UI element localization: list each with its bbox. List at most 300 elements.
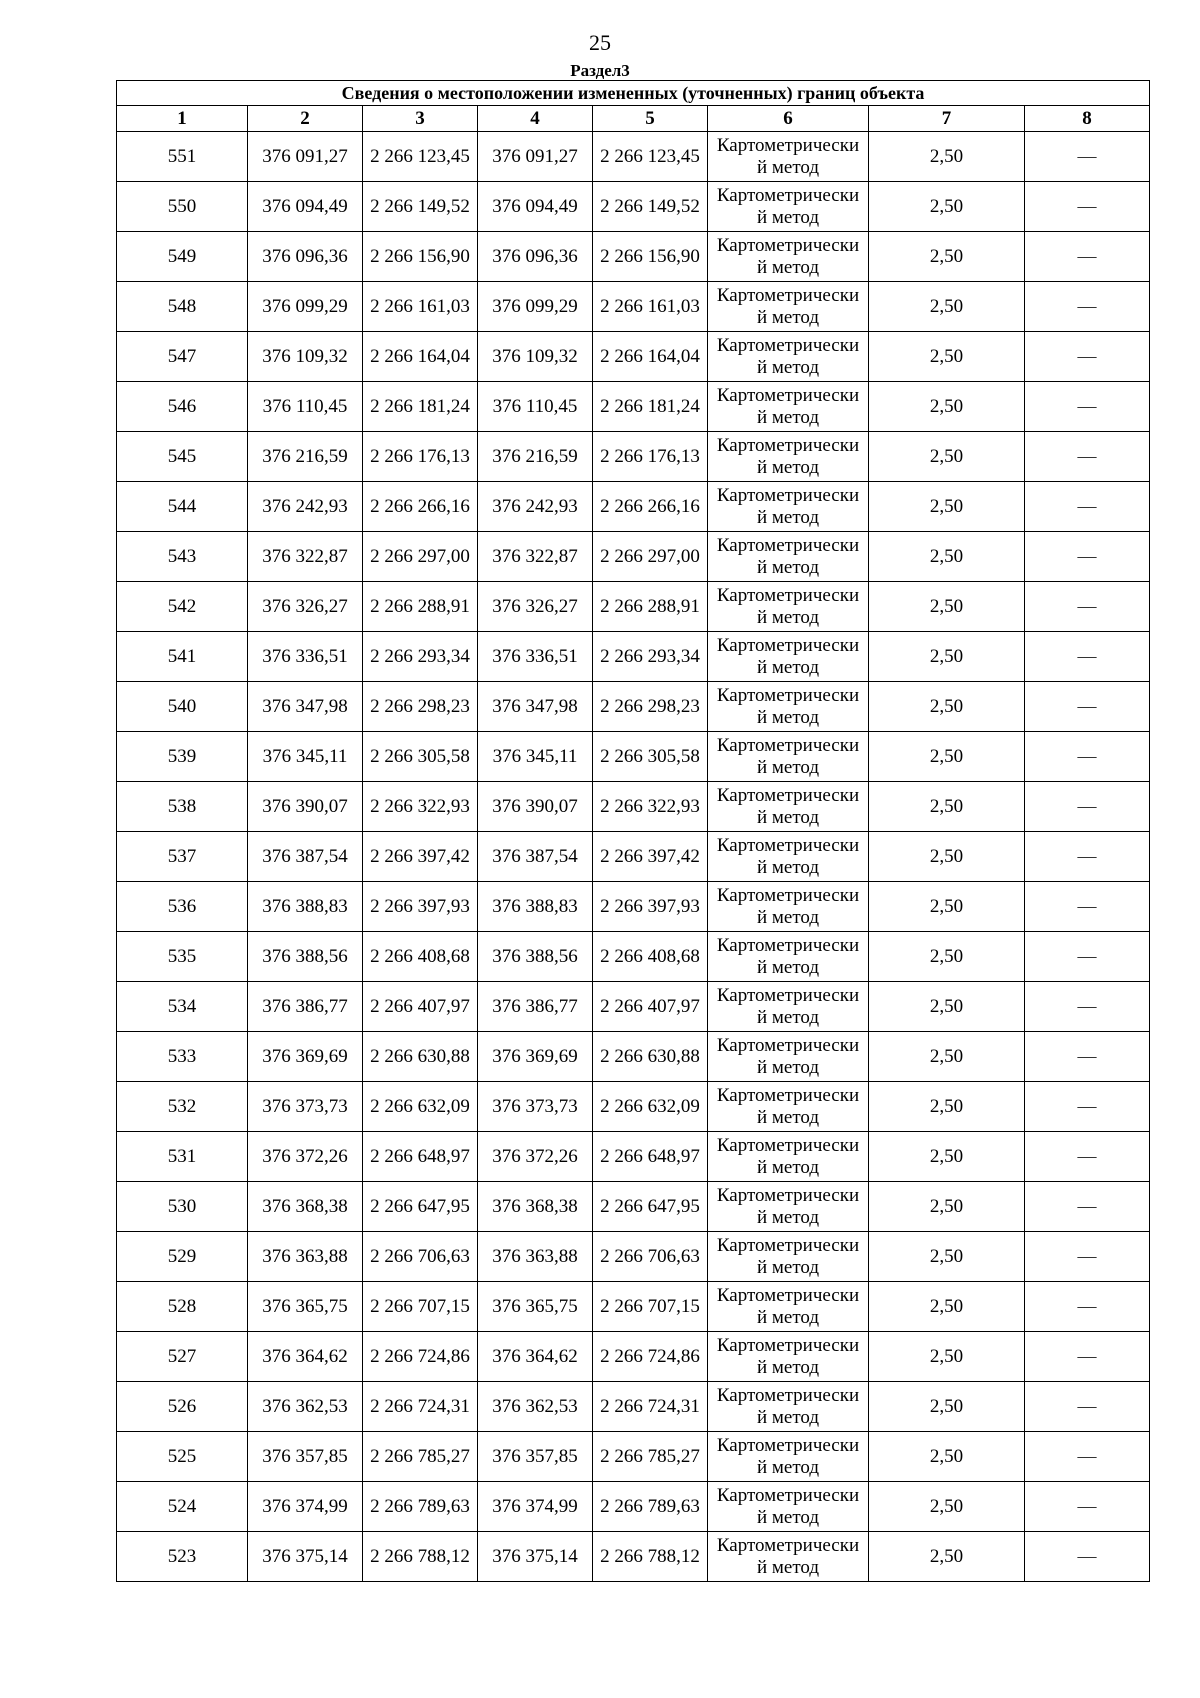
table-row (117, 332, 1150, 382)
method-text-line: й метод (756, 206, 820, 228)
y-coordinate-new-cell: 2 266 724,86 (593, 1332, 708, 1382)
method-text-line: Картометрически (716, 1184, 860, 1206)
point-number-cell: 531 (117, 1132, 248, 1182)
y-coordinate-new-cell: 2 266 149,52 (593, 182, 708, 232)
method-cell (708, 732, 869, 782)
method-cell (708, 1432, 869, 1482)
point-number-cell: 539 (117, 732, 248, 782)
y-coordinate-new-cell: 2 266 322,93 (593, 782, 708, 832)
x-coordinate-cell: 376 109,32 (248, 332, 363, 382)
point-number-cell: 549 (117, 232, 248, 282)
column-header: 8 (1025, 106, 1150, 132)
method-text-line: й метод (756, 656, 820, 678)
method-text-line: й метод (756, 1406, 820, 1428)
x-coordinate-cell: 376 216,59 (248, 432, 363, 482)
y-coordinate-new-cell: 2 266 630,88 (593, 1032, 708, 1082)
column-header: 4 (478, 106, 593, 132)
x-coordinate-cell: 376 091,27 (248, 132, 363, 182)
x-coordinate-new-cell: 376 091,27 (478, 132, 593, 182)
method-cell (708, 832, 869, 882)
method-text-line: й метод (756, 1306, 820, 1328)
x-coordinate-cell: 376 096,36 (248, 232, 363, 282)
method-text-line: Картометрически (716, 134, 860, 156)
note-cell: — (1025, 1532, 1150, 1582)
table-row (117, 232, 1150, 282)
x-coordinate-cell: 376 363,88 (248, 1232, 363, 1282)
point-number-cell: 528 (117, 1282, 248, 1332)
x-coordinate-cell: 376 357,85 (248, 1432, 363, 1482)
y-coordinate-cell: 2 266 706,63 (363, 1232, 478, 1282)
accuracy-cell: 2,50 (869, 332, 1025, 382)
point-number-cell: 543 (117, 532, 248, 582)
y-coordinate-new-cell: 2 266 266,16 (593, 482, 708, 532)
method-text-line: Картометрически (716, 1534, 860, 1556)
accuracy-cell: 2,50 (869, 382, 1025, 432)
y-coordinate-cell: 2 266 123,45 (363, 132, 478, 182)
x-coordinate-new-cell: 376 345,11 (478, 732, 593, 782)
point-number-cell: 545 (117, 432, 248, 482)
method-cell (708, 632, 869, 682)
x-coordinate-new-cell: 376 363,88 (478, 1232, 593, 1282)
method-cell (708, 382, 869, 432)
method-text-line: Картометрически (716, 1234, 860, 1256)
y-coordinate-new-cell: 2 266 724,31 (593, 1382, 708, 1432)
page-number: 25 (589, 30, 611, 55)
note-cell: — (1025, 532, 1150, 582)
method-text-line: й метод (756, 1056, 820, 1078)
table-row (117, 1232, 1150, 1282)
table-row (117, 1332, 1150, 1382)
accuracy-cell: 2,50 (869, 682, 1025, 732)
method-text-line: Картометрически (716, 1384, 860, 1406)
table-row (117, 132, 1150, 182)
table-row (117, 1282, 1150, 1332)
table-row (117, 682, 1150, 732)
point-number-cell: 544 (117, 482, 248, 532)
method-cell (708, 182, 869, 232)
y-coordinate-new-cell: 2 266 293,34 (593, 632, 708, 682)
accuracy-cell: 2,50 (869, 832, 1025, 882)
note-cell: — (1025, 782, 1150, 832)
y-coordinate-cell: 2 266 266,16 (363, 482, 478, 532)
method-cell (708, 1182, 869, 1232)
note-cell: — (1025, 1082, 1150, 1132)
table-row (117, 732, 1150, 782)
y-coordinate-new-cell: 2 266 788,12 (593, 1532, 708, 1582)
method-text-line: Картометрически (716, 834, 860, 856)
y-coordinate-new-cell: 2 266 397,93 (593, 882, 708, 932)
method-text-line: Картометрически (716, 1484, 860, 1506)
accuracy-cell: 2,50 (869, 532, 1025, 582)
y-coordinate-new-cell: 2 266 176,13 (593, 432, 708, 482)
y-coordinate-cell: 2 266 293,34 (363, 632, 478, 682)
note-cell: — (1025, 482, 1150, 532)
method-cell (708, 1482, 869, 1532)
method-text-line: й метод (756, 406, 820, 428)
table-row (117, 882, 1150, 932)
table-row (117, 532, 1150, 582)
x-coordinate-cell: 376 386,77 (248, 982, 363, 1032)
method-text-line: Картометрически (716, 884, 860, 906)
x-coordinate-new-cell: 376 347,98 (478, 682, 593, 732)
y-coordinate-new-cell: 2 266 164,04 (593, 332, 708, 382)
x-coordinate-new-cell: 376 109,32 (478, 332, 593, 382)
accuracy-cell: 2,50 (869, 782, 1025, 832)
y-coordinate-cell: 2 266 707,15 (363, 1282, 478, 1332)
note-cell: — (1025, 1382, 1150, 1432)
method-text-line: й метод (756, 506, 820, 528)
method-text-line: й метод (756, 306, 820, 328)
table-row (117, 632, 1150, 682)
table-row (117, 782, 1150, 832)
note-cell: — (1025, 382, 1150, 432)
x-coordinate-new-cell: 376 388,83 (478, 882, 593, 932)
point-number-cell: 529 (117, 1232, 248, 1282)
x-coordinate-cell: 376 368,38 (248, 1182, 363, 1232)
x-coordinate-cell: 376 099,29 (248, 282, 363, 332)
y-coordinate-cell: 2 266 724,31 (363, 1382, 478, 1432)
note-cell: — (1025, 932, 1150, 982)
point-number-cell: 533 (117, 1032, 248, 1082)
method-cell (708, 782, 869, 832)
x-coordinate-cell: 376 242,93 (248, 482, 363, 532)
method-text-line: й метод (756, 706, 820, 728)
table-row (117, 932, 1150, 982)
method-text-line: Картометрически (716, 484, 860, 506)
x-coordinate-cell: 376 336,51 (248, 632, 363, 682)
method-text-line: Картометрически (716, 784, 860, 806)
y-coordinate-cell: 2 266 397,93 (363, 882, 478, 932)
method-cell (708, 482, 869, 532)
table-caption: Сведения о местоположении измененных (уточненных) границ объекта (117, 81, 1150, 106)
y-coordinate-new-cell: 2 266 397,42 (593, 832, 708, 882)
method-cell (708, 232, 869, 282)
note-cell: — (1025, 132, 1150, 182)
note-cell: — (1025, 682, 1150, 732)
method-cell (708, 1532, 869, 1582)
x-coordinate-new-cell: 376 322,87 (478, 532, 593, 582)
table-row (117, 1432, 1150, 1482)
table-row (117, 182, 1150, 232)
method-cell (708, 282, 869, 332)
y-coordinate-new-cell: 2 266 706,63 (593, 1232, 708, 1282)
point-number-cell: 526 (117, 1382, 248, 1432)
note-cell: — (1025, 1032, 1150, 1082)
y-coordinate-cell: 2 266 647,95 (363, 1182, 478, 1232)
note-cell: — (1025, 182, 1150, 232)
x-coordinate-new-cell: 376 096,36 (478, 232, 593, 282)
point-number-cell: 525 (117, 1432, 248, 1482)
accuracy-cell: 2,50 (869, 1132, 1025, 1182)
x-coordinate-cell: 376 110,45 (248, 382, 363, 432)
accuracy-cell: 2,50 (869, 1032, 1025, 1082)
method-text-line: Картометрически (716, 734, 860, 756)
section-title: Раздел3 (570, 61, 630, 80)
x-coordinate-new-cell: 376 372,26 (478, 1132, 593, 1182)
table-row (117, 482, 1150, 532)
accuracy-cell: 2,50 (869, 282, 1025, 332)
y-coordinate-cell: 2 266 724,86 (363, 1332, 478, 1382)
accuracy-cell: 2,50 (869, 982, 1025, 1032)
column-header: 6 (708, 106, 869, 132)
note-cell: — (1025, 1432, 1150, 1482)
x-coordinate-new-cell: 376 216,59 (478, 432, 593, 482)
method-text-line: й метод (756, 856, 820, 878)
point-number-cell: 530 (117, 1182, 248, 1232)
accuracy-cell: 2,50 (869, 132, 1025, 182)
table-row (117, 1382, 1150, 1432)
y-coordinate-cell: 2 266 288,91 (363, 582, 478, 632)
method-cell (708, 1282, 869, 1332)
point-number-cell: 532 (117, 1082, 248, 1132)
y-coordinate-cell: 2 266 648,97 (363, 1132, 478, 1182)
x-coordinate-new-cell: 376 094,49 (478, 182, 593, 232)
y-coordinate-cell: 2 266 397,42 (363, 832, 478, 882)
x-coordinate-cell: 376 388,83 (248, 882, 363, 932)
method-cell (708, 432, 869, 482)
method-cell (708, 532, 869, 582)
x-coordinate-cell: 376 365,75 (248, 1282, 363, 1332)
method-text-line: й метод (756, 1156, 820, 1178)
table-row (117, 1182, 1150, 1232)
point-number-cell: 541 (117, 632, 248, 682)
method-text-line: й метод (756, 1556, 820, 1578)
method-text-line: Картометрически (716, 1084, 860, 1106)
point-number-cell: 540 (117, 682, 248, 732)
accuracy-cell: 2,50 (869, 932, 1025, 982)
method-text-line: й метод (756, 156, 820, 178)
x-coordinate-new-cell: 376 375,14 (478, 1532, 593, 1582)
method-text-line: й метод (756, 1206, 820, 1228)
note-cell: — (1025, 632, 1150, 682)
method-text-line: Картометрически (716, 684, 860, 706)
accuracy-cell: 2,50 (869, 1232, 1025, 1282)
y-coordinate-cell: 2 266 789,63 (363, 1482, 478, 1532)
method-cell (708, 932, 869, 982)
x-coordinate-new-cell: 376 374,99 (478, 1482, 593, 1532)
note-cell: — (1025, 982, 1150, 1032)
y-coordinate-new-cell: 2 266 647,95 (593, 1182, 708, 1232)
column-header: 7 (869, 106, 1025, 132)
method-text-line: й метод (756, 456, 820, 478)
boundary-table (116, 80, 1150, 1582)
x-coordinate-new-cell: 376 387,54 (478, 832, 593, 882)
method-cell (708, 1232, 869, 1282)
note-cell: — (1025, 582, 1150, 632)
column-header: 1 (117, 106, 248, 132)
y-coordinate-cell: 2 266 322,93 (363, 782, 478, 832)
method-cell (708, 1032, 869, 1082)
method-text-line: Картометрически (716, 1034, 860, 1056)
method-cell (708, 1332, 869, 1382)
accuracy-cell: 2,50 (869, 882, 1025, 932)
x-coordinate-new-cell: 376 099,29 (478, 282, 593, 332)
table-row (117, 832, 1150, 882)
x-coordinate-cell: 376 373,73 (248, 1082, 363, 1132)
note-cell: — (1025, 1232, 1150, 1282)
accuracy-cell: 2,50 (869, 432, 1025, 482)
x-coordinate-new-cell: 376 242,93 (478, 482, 593, 532)
x-coordinate-cell: 376 362,53 (248, 1382, 363, 1432)
y-coordinate-cell: 2 266 298,23 (363, 682, 478, 732)
y-coordinate-cell: 2 266 785,27 (363, 1432, 478, 1482)
table-row (117, 1082, 1150, 1132)
method-cell (708, 882, 869, 932)
x-coordinate-new-cell: 376 388,56 (478, 932, 593, 982)
y-coordinate-cell: 2 266 632,09 (363, 1082, 478, 1132)
point-number-cell: 524 (117, 1482, 248, 1532)
x-coordinate-new-cell: 376 336,51 (478, 632, 593, 682)
point-number-cell: 548 (117, 282, 248, 332)
x-coordinate-cell: 376 364,62 (248, 1332, 363, 1382)
method-text-line: Картометрически (716, 634, 860, 656)
method-text-line: й метод (756, 1006, 820, 1028)
method-text-line: й метод (756, 1356, 820, 1378)
x-coordinate-new-cell: 376 362,53 (478, 1382, 593, 1432)
point-number-cell: 550 (117, 182, 248, 232)
note-cell: — (1025, 282, 1150, 332)
method-text-line: Картометрически (716, 1134, 860, 1156)
point-number-cell: 538 (117, 782, 248, 832)
y-coordinate-cell: 2 266 630,88 (363, 1032, 478, 1082)
method-cell (708, 1132, 869, 1182)
method-text-line: й метод (756, 256, 820, 278)
method-text-line: Картометрически (716, 1334, 860, 1356)
x-coordinate-cell: 376 372,26 (248, 1132, 363, 1182)
x-coordinate-new-cell: 376 326,27 (478, 582, 593, 632)
point-number-cell: 534 (117, 982, 248, 1032)
y-coordinate-cell: 2 266 149,52 (363, 182, 478, 232)
note-cell: — (1025, 1132, 1150, 1182)
method-text-line: й метод (756, 1456, 820, 1478)
point-number-cell: 537 (117, 832, 248, 882)
y-coordinate-new-cell: 2 266 707,15 (593, 1282, 708, 1332)
method-text-line: й метод (756, 1106, 820, 1128)
accuracy-cell: 2,50 (869, 632, 1025, 682)
table-row (117, 582, 1150, 632)
x-coordinate-cell: 376 347,98 (248, 682, 363, 732)
x-coordinate-new-cell: 376 357,85 (478, 1432, 593, 1482)
method-text-line: Картометрически (716, 384, 860, 406)
column-header: 3 (363, 106, 478, 132)
accuracy-cell: 2,50 (869, 232, 1025, 282)
x-coordinate-cell: 376 369,69 (248, 1032, 363, 1082)
accuracy-cell: 2,50 (869, 1082, 1025, 1132)
table-row (117, 432, 1150, 482)
x-coordinate-new-cell: 376 373,73 (478, 1082, 593, 1132)
y-coordinate-new-cell: 2 266 181,24 (593, 382, 708, 432)
y-coordinate-new-cell: 2 266 785,27 (593, 1432, 708, 1482)
method-text-line: й метод (756, 1506, 820, 1528)
y-coordinate-new-cell: 2 266 298,23 (593, 682, 708, 732)
x-coordinate-cell: 376 345,11 (248, 732, 363, 782)
method-text-line: Картометрически (716, 934, 860, 956)
y-coordinate-cell: 2 266 297,00 (363, 532, 478, 582)
table-row (117, 1132, 1150, 1182)
x-coordinate-new-cell: 376 110,45 (478, 382, 593, 432)
y-coordinate-new-cell: 2 266 123,45 (593, 132, 708, 182)
method-text-line: й метод (756, 906, 820, 928)
accuracy-cell: 2,50 (869, 1482, 1025, 1532)
method-text-line: й метод (756, 956, 820, 978)
point-number-cell: 536 (117, 882, 248, 932)
accuracy-cell: 2,50 (869, 1332, 1025, 1382)
method-text-line: Картометрически (716, 284, 860, 306)
accuracy-cell: 2,50 (869, 1182, 1025, 1232)
method-text-line: й метод (756, 356, 820, 378)
y-coordinate-new-cell: 2 266 297,00 (593, 532, 708, 582)
table-row (117, 382, 1150, 432)
note-cell: — (1025, 432, 1150, 482)
point-number-cell: 523 (117, 1532, 248, 1582)
point-number-cell: 546 (117, 382, 248, 432)
method-text-line: Картометрически (716, 1284, 860, 1306)
method-text-line: Картометрически (716, 334, 860, 356)
y-coordinate-cell: 2 266 156,90 (363, 232, 478, 282)
note-cell: — (1025, 1182, 1150, 1232)
method-cell (708, 332, 869, 382)
note-cell: — (1025, 832, 1150, 882)
y-coordinate-cell: 2 266 164,04 (363, 332, 478, 382)
y-coordinate-new-cell: 2 266 305,58 (593, 732, 708, 782)
x-coordinate-cell: 376 326,27 (248, 582, 363, 632)
point-number-cell: 547 (117, 332, 248, 382)
method-text-line: й метод (756, 606, 820, 628)
y-coordinate-new-cell: 2 266 789,63 (593, 1482, 708, 1532)
y-coordinate-cell: 2 266 788,12 (363, 1532, 478, 1582)
accuracy-cell: 2,50 (869, 1282, 1025, 1332)
method-text-line: й метод (756, 756, 820, 778)
method-text-line: Картометрически (716, 984, 860, 1006)
table-row (117, 982, 1150, 1032)
note-cell: — (1025, 882, 1150, 932)
y-coordinate-new-cell: 2 266 632,09 (593, 1082, 708, 1132)
method-cell (708, 1082, 869, 1132)
accuracy-cell: 2,50 (869, 482, 1025, 532)
note-cell: — (1025, 1332, 1150, 1382)
y-coordinate-cell: 2 266 305,58 (363, 732, 478, 782)
x-coordinate-new-cell: 376 386,77 (478, 982, 593, 1032)
y-coordinate-cell: 2 266 181,24 (363, 382, 478, 432)
x-coordinate-cell: 376 374,99 (248, 1482, 363, 1532)
table-row (117, 1032, 1150, 1082)
column-header: 5 (593, 106, 708, 132)
method-cell (708, 982, 869, 1032)
method-text-line: Картометрически (716, 434, 860, 456)
point-number-cell: 542 (117, 582, 248, 632)
x-coordinate-cell: 376 387,54 (248, 832, 363, 882)
table-row (117, 1482, 1150, 1532)
method-text-line: Картометрически (716, 234, 860, 256)
method-cell (708, 1382, 869, 1432)
method-cell (708, 132, 869, 182)
accuracy-cell: 2,50 (869, 182, 1025, 232)
column-header: 2 (248, 106, 363, 132)
note-cell: — (1025, 232, 1150, 282)
accuracy-cell: 2,50 (869, 1532, 1025, 1582)
method-text-line: Картометрически (716, 534, 860, 556)
accuracy-cell: 2,50 (869, 582, 1025, 632)
x-coordinate-new-cell: 376 369,69 (478, 1032, 593, 1082)
method-text-line: Картометрически (716, 584, 860, 606)
y-coordinate-cell: 2 266 408,68 (363, 932, 478, 982)
y-coordinate-new-cell: 2 266 408,68 (593, 932, 708, 982)
x-coordinate-new-cell: 376 365,75 (478, 1282, 593, 1332)
x-coordinate-cell: 376 322,87 (248, 532, 363, 582)
column-header-row (117, 106, 1150, 132)
accuracy-cell: 2,50 (869, 1382, 1025, 1432)
x-coordinate-cell: 376 375,14 (248, 1532, 363, 1582)
